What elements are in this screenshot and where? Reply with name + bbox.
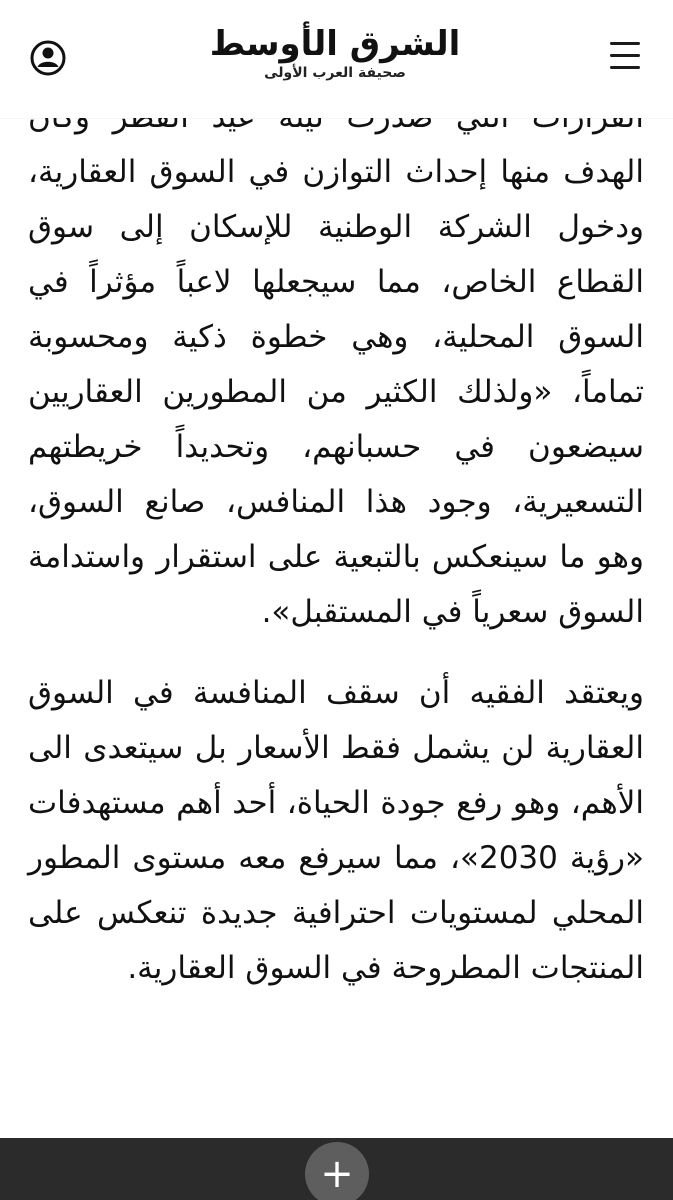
- hamburger-menu-icon: [610, 42, 640, 45]
- new-tab-button[interactable]: [305, 1142, 369, 1200]
- plus-icon: +: [320, 1151, 354, 1197]
- article-paragraph: الهدف منها إحداث التوازن في السوق العقارية، ودخول الشركة الوطنية للإسكان إلى سوق القطاع الخاص، مما سيجعلها لاعباً مؤثراً في السوق المحلية، وهي خطوة ذكية ومحسوبة تماماً، «ولذلك الكثير من المطورين العقاريين سيضعون في حسبانهم، وتحديداً خريطتهم التسعيرية، وجود هذا المنافس، صانع السوق، وهو ما سينعكس بالتبعية على استقرار واستدامة السوق سعرياً في المستقبل».: [28, 154, 644, 630]
- site-logo[interactable]: [200, 24, 470, 94]
- article-body: [28, 90, 644, 996]
- logo-subtitle: صحيفة العرب الأولى: [264, 65, 406, 81]
- site-header: [0, 0, 673, 118]
- user-account-button[interactable]: [28, 38, 68, 78]
- user-circle-icon: [28, 38, 68, 78]
- logo-title: الشرق الأوسط: [209, 24, 461, 64]
- hamburger-menu-button[interactable]: [605, 42, 645, 76]
- article-paragraph: ويعتقد الفقيه أن سقف المنافسة في السوق العقارية لن يشمل فقط الأسعار بل سيتعدى الى الأهم، وهو رفع جودة الحياة، أحد أهم مستهدفات «رؤية 2030»، مما سيرفع معه مستوى المطور المحلي لمستويات احترافية جديدة تنعكس على المنتجات المطروحة في السوق العقارية.: [28, 675, 644, 986]
